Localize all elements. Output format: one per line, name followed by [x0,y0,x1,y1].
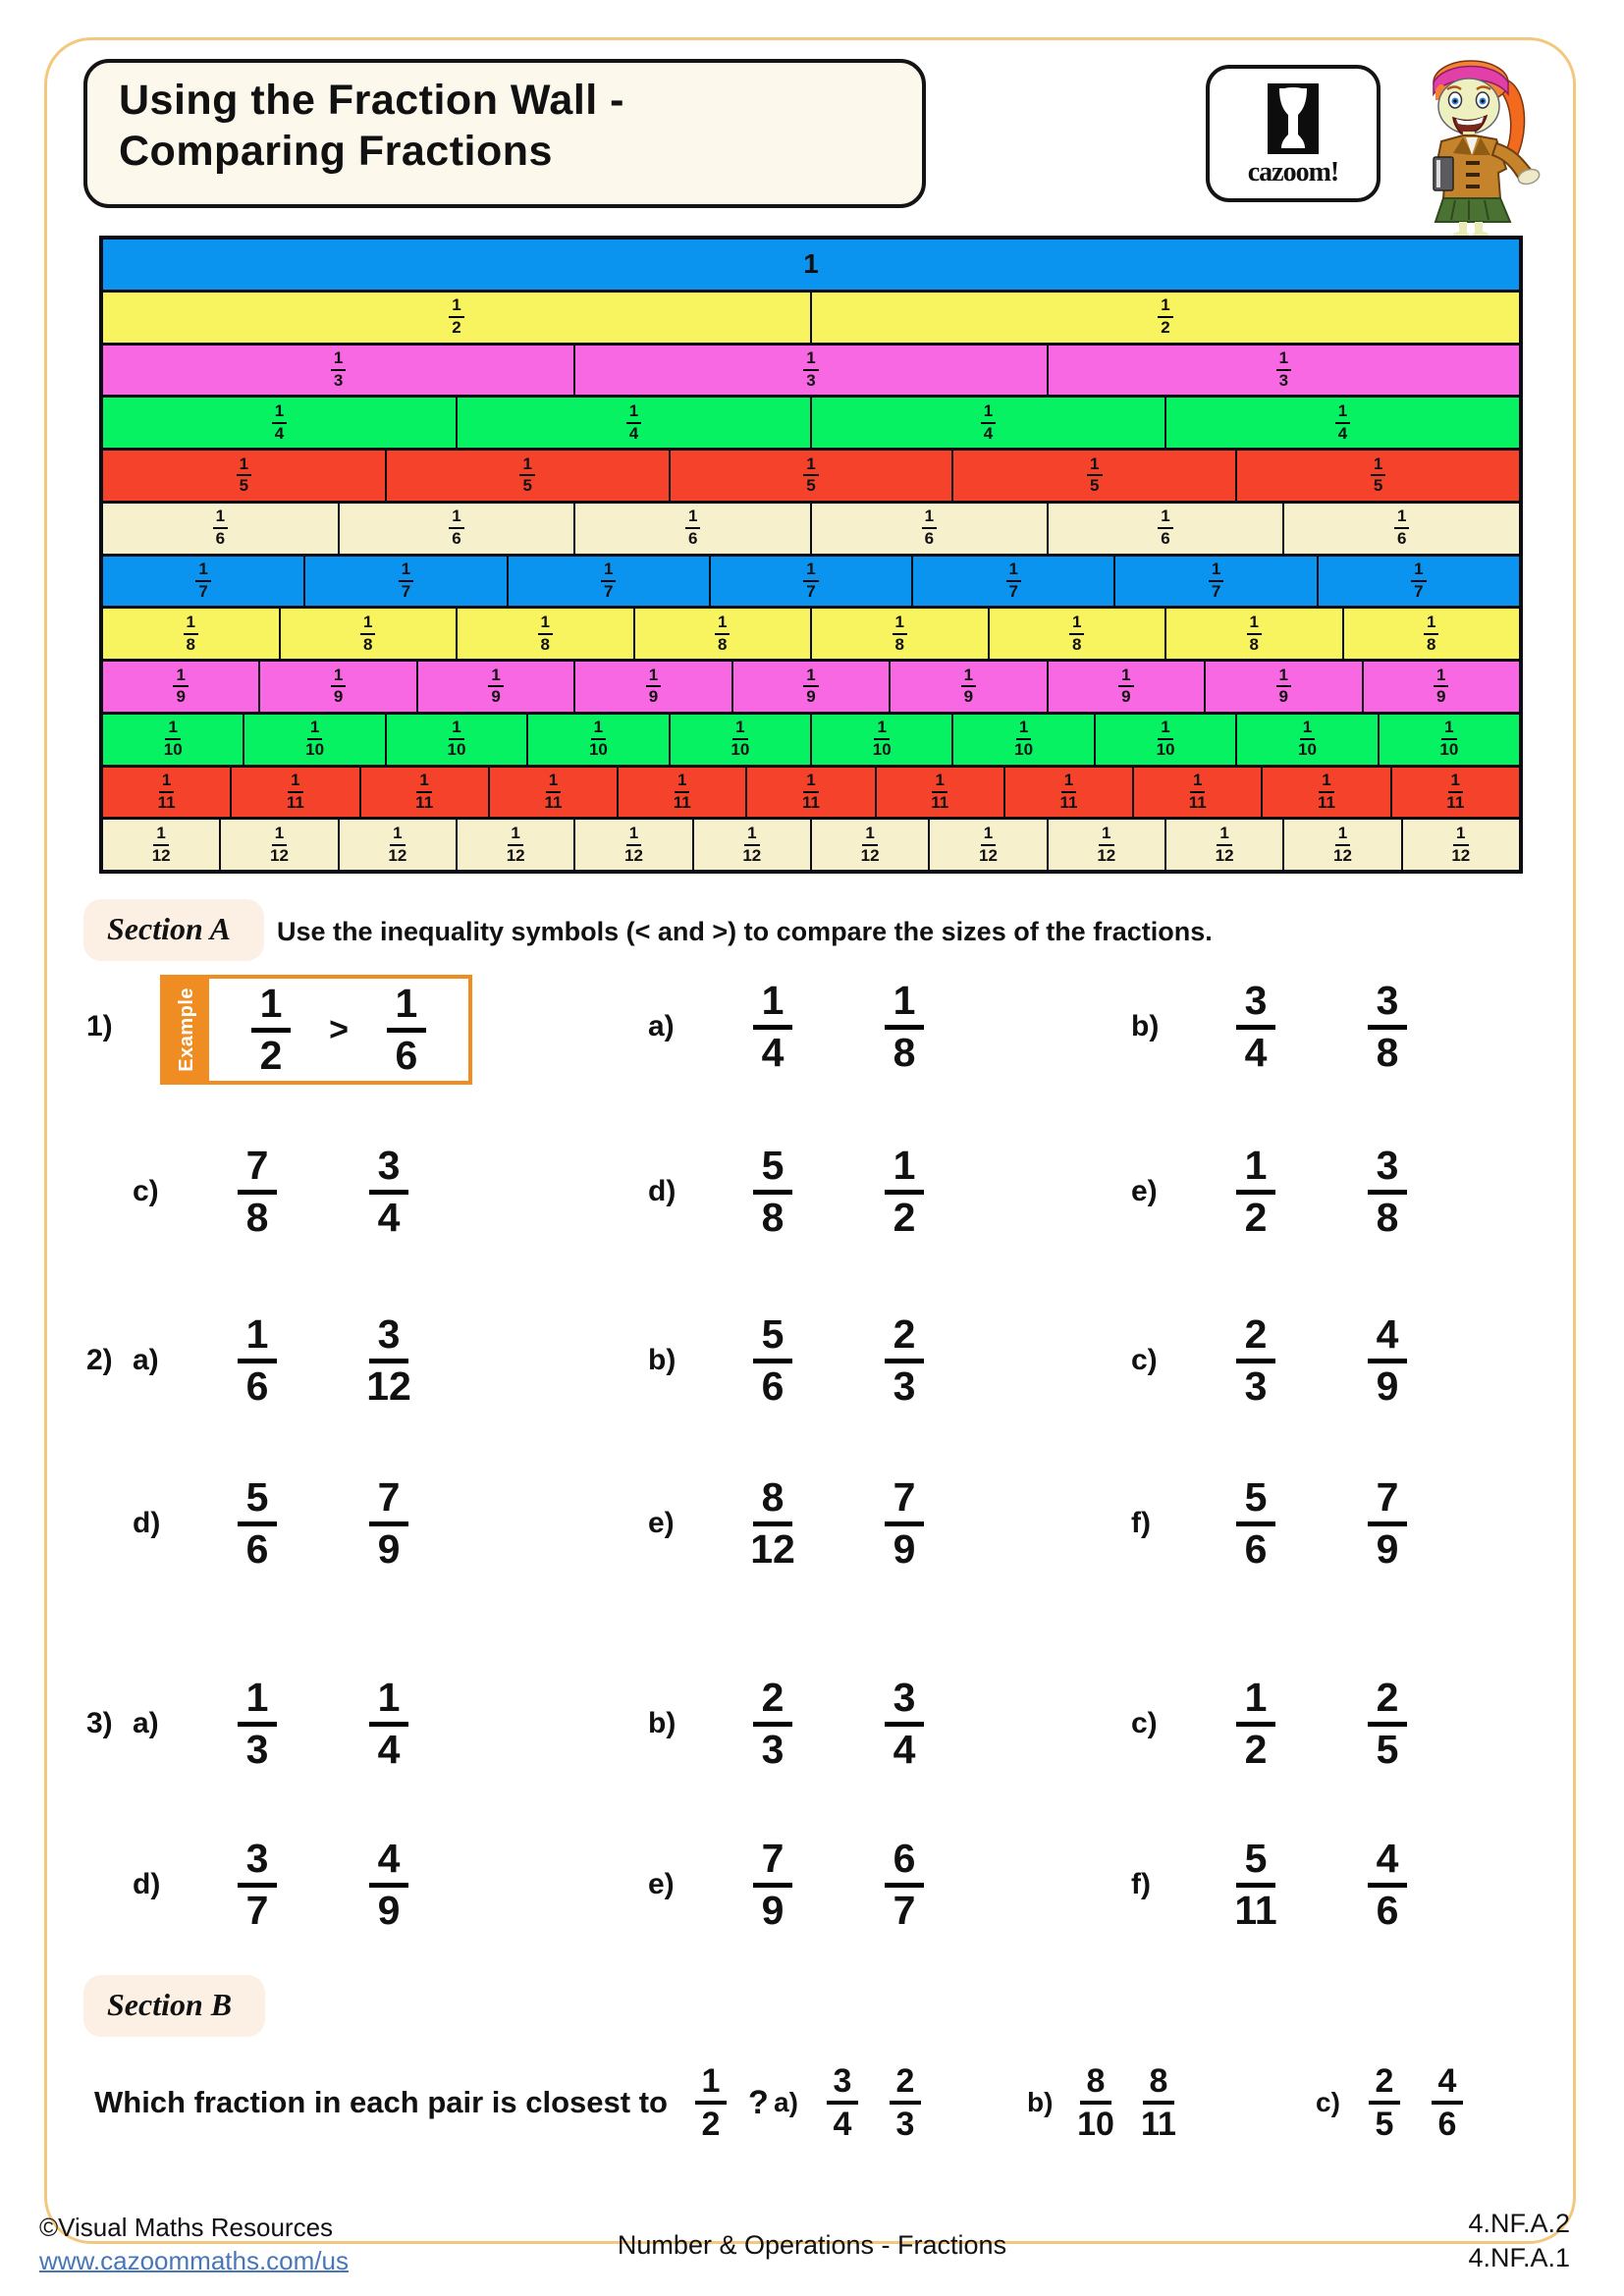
fraction: $\frac{5}{6}$ [223,1477,292,1570]
example-fraction-right: $\frac{1}{6}$ [372,984,441,1076]
pair-letter: b) [648,1344,677,1376]
wall-fraction: 1 12 [1332,823,1352,865]
website-link[interactable]: www.cazoommaths.com/us [39,2246,349,2276]
wall-fraction: 1 9 [961,667,976,707]
wall-fraction: 1 11 [544,771,563,812]
wall-fraction: 1 6 [213,507,228,548]
wall-fraction: 1 5 [1087,455,1102,496]
fraction: $\frac{6}{7}$ [870,1839,939,1931]
fraction-pair [1316,2064,1475,2141]
wall-fraction: 1 8 [1424,614,1438,654]
fraction: $\frac{3}{8}$ [1353,1146,1422,1238]
wall-fraction: 1 6 [922,507,937,548]
fraction: $\frac{1}{2}$ [1221,1678,1290,1770]
pair-letter: e) [1131,1175,1158,1207]
pair-letter: c) [1131,1707,1158,1739]
example-tab-label: Example [175,988,197,1072]
question-number: 1) [86,1010,113,1042]
fraction: $\frac{2}{3}$ [1221,1314,1290,1407]
standard-code-2: 4.NF.A.1 [1468,2243,1570,2273]
fraction: $\frac{7}{9}$ [354,1477,423,1570]
section-a-instruction: Use the inequality symbols (< and >) to compare the sizes of the fractions. [277,917,1213,946]
fraction: $\frac{3}{4}$ [354,1146,423,1238]
fraction: $\frac{3}{4}$ [1221,981,1290,1073]
wall-fraction: 1 9 [1118,667,1133,707]
fraction-pair [1027,2064,1186,2141]
pair-letter: d) [648,1175,677,1207]
section-b-question: Which fraction in each pair is closest to [94,2085,668,2119]
page-title-line1: Using the Fraction Wall - [119,77,624,124]
wall-fraction: 1 5 [803,455,818,496]
wall-fraction: 1 2 [1158,296,1172,337]
fraction: $\frac{1}{3}$ [223,1678,292,1770]
question-number: 3) [86,1707,113,1739]
fraction: $\frac{4}{9}$ [1353,1314,1422,1407]
wall-fraction: 1 12 [270,823,289,865]
fraction: $\frac{7}{9}$ [1353,1477,1422,1570]
wall-fraction: 1 4 [1335,402,1350,443]
wall-fraction: 1 10 [447,718,466,760]
fraction: $\frac{5}{6}$ [738,1314,807,1407]
fraction: $\frac{7}{9}$ [738,1839,807,1931]
question-mark: ? [747,2083,769,2121]
fraction: $\frac{1}{2}$ [1221,1146,1290,1238]
fraction: $\frac{3}{8}$ [1353,981,1422,1073]
wall-fraction: 1 10 [731,718,750,760]
fraction: $\frac{3}{7}$ [223,1839,292,1931]
target-fraction: $\frac{1}{2}$ [683,2064,738,2141]
wall-fraction: 1 10 [1156,718,1175,760]
wall-fraction: 1 10 [872,718,892,760]
example-fraction-left: $\frac{1}{2}$ [237,984,305,1076]
pair-letter: d) [133,1507,161,1539]
wall-fraction: 1 11 [1059,771,1078,812]
wall-fraction: 1 12 [742,823,762,865]
page-title-line2: Comparing Fractions [119,128,553,176]
wall-fraction: 1 11 [415,771,434,812]
wall-fraction: 1 3 [1276,349,1291,390]
pair-letter: e) [648,1507,675,1539]
wall-fraction: 1 7 [195,561,210,601]
fraction: $\frac{7}{9}$ [870,1477,939,1570]
pair-letter: c) [1316,2087,1340,2117]
wall-fraction: 1 4 [626,402,641,443]
section-a-heading: Section A [83,899,264,961]
wall-fraction: 1 4 [981,402,996,443]
fraction: $\frac{3}{4}$ [815,2064,870,2141]
wall-fraction: 1 10 [1439,718,1459,760]
wall-fraction: 1 9 [331,667,346,707]
fraction: $\frac{1}{4}$ [354,1678,423,1770]
fraction: $\frac{5}{11}$ [1234,1836,1277,1933]
fraction-pair [774,2064,933,2141]
wall-fraction: 1 11 [1188,771,1207,812]
wall-fraction: 1 12 [1215,823,1234,865]
wall-fraction: 1 3 [331,349,346,390]
pair-letter: a) [133,1707,159,1739]
fraction: $\frac{3}{12}$ [366,1311,411,1409]
pair-letter: b) [648,1707,677,1739]
fraction: $\frac{1}{8}$ [870,981,939,1073]
wall-fraction: 1 12 [1451,823,1471,865]
wall-fraction: 1 5 [1371,455,1385,496]
fraction: $\frac{2}{3}$ [738,1678,807,1770]
wall-fraction: 1 9 [646,667,661,707]
wall-fraction: 1 7 [1411,561,1426,601]
wall-fraction: 1 12 [979,823,998,865]
wall-fraction: 1 11 [1318,771,1336,812]
wall-fraction: 1 5 [519,455,534,496]
pair-letter: e) [648,1868,675,1900]
wall-fraction: 1 12 [1097,823,1116,865]
wall-fraction: 1 7 [803,561,818,601]
wall-fraction: 1 12 [624,823,643,865]
wall-fraction: 1 10 [588,718,608,760]
wall-fraction: 1 9 [1276,667,1291,707]
wall-fraction: 1 8 [538,614,553,654]
question-number: 2) [86,1344,113,1376]
wall-fraction: 1 10 [1297,718,1317,760]
wall-fraction: 1 7 [399,561,413,601]
fraction: $\frac{8}{10}$ [1077,2062,1114,2143]
fraction: $\frac{2}{5}$ [1357,2064,1412,2141]
pair-letter: a) [133,1344,159,1376]
wall-fraction: 1 7 [1209,561,1223,601]
wall-fraction: 1 12 [860,823,880,865]
wall-fraction: 1 11 [931,771,949,812]
wall-fraction: 1 3 [803,349,818,390]
fraction: $\frac{1}{4}$ [738,981,807,1073]
wall-fraction: 1 11 [286,771,304,812]
pair-letter: f) [1131,1507,1151,1539]
pair-letter: a) [774,2087,798,2117]
wall-fraction: 1 8 [1069,614,1084,654]
wall-fraction: 1 12 [506,823,525,865]
fraction: $\frac{8}{11}$ [1141,2062,1176,2143]
fraction: $\frac{2}{3}$ [878,2064,933,2141]
wall-fraction: 1 12 [151,823,171,865]
wall-fraction: 1 10 [1014,718,1034,760]
wall-fraction: 1 9 [1434,667,1448,707]
wall-fraction: 1 9 [803,667,818,707]
wall-fraction: 1 10 [305,718,325,760]
fraction: $\frac{5}{6}$ [1221,1477,1290,1570]
greater-than-symbol: > [329,1010,349,1048]
fraction: $\frac{1}{2}$ [870,1146,939,1238]
wall-fraction: 1 7 [601,561,616,601]
wall-fraction: 1 8 [1247,614,1262,654]
wall-fraction: 1 8 [184,614,198,654]
wall-fraction: 1 2 [449,296,463,337]
wall-fraction: 1 11 [157,771,176,812]
section-b-heading: Section B [83,1975,265,2037]
copyright-text: ©Visual Maths Resources [39,2213,334,2242]
pair-letter: b) [1027,2087,1054,2117]
wall-fraction: 1 11 [673,771,691,812]
wall-fraction: 1 6 [1394,507,1409,548]
wall-fraction: 1 8 [893,614,907,654]
fraction: $\frac{2}{3}$ [870,1314,939,1407]
wall-fraction: 1 11 [1446,771,1465,812]
wall-fraction: 1 8 [360,614,375,654]
wall-fraction: 1 6 [685,507,700,548]
fraction: $\frac{3}{4}$ [870,1678,939,1770]
cazoom-logo-text: cazoom! [1247,156,1339,187]
wall-fraction: 1 6 [1158,507,1172,548]
fraction: $\frac{1}{6}$ [223,1314,292,1407]
fraction: $\frac{7}{8}$ [223,1146,292,1238]
fraction: $\frac{8}{12}$ [750,1474,795,1572]
footer-topic: Number & Operations - Fractions [617,2230,1007,2260]
wall-fraction: 1 5 [237,455,251,496]
wall-fraction: 1 11 [801,771,820,812]
wall-fraction: 1 12 [388,823,407,865]
wall-fraction: 1 9 [173,667,188,707]
wall-fraction: 1 8 [715,614,730,654]
wall-fraction: 1 6 [449,507,463,548]
standard-code-1: 4.NF.A.2 [1468,2209,1570,2238]
pair-letter: c) [1131,1344,1158,1376]
pair-letter: d) [133,1868,161,1900]
fraction: $\frac{4}{6}$ [1353,1839,1422,1931]
fraction: $\frac{2}{5}$ [1353,1678,1422,1770]
footer-standards [1468,2207,1570,2275]
wall-fraction: 1 7 [1006,561,1021,601]
wall-fraction: 1 10 [163,718,183,760]
wall-fraction: 1 4 [272,402,287,443]
fraction: $\frac{4}{9}$ [354,1839,423,1931]
fraction: $\frac{5}{8}$ [738,1146,807,1238]
wall-fraction: 1 9 [488,667,503,707]
pair-letter: f) [1131,1868,1151,1900]
pair-letter: a) [648,1010,675,1042]
fraction: $\frac{4}{6}$ [1420,2064,1475,2141]
pair-letter: c) [133,1175,159,1207]
pair-letter: b) [1131,1010,1160,1042]
wall-label-one: 1 [803,248,819,280]
